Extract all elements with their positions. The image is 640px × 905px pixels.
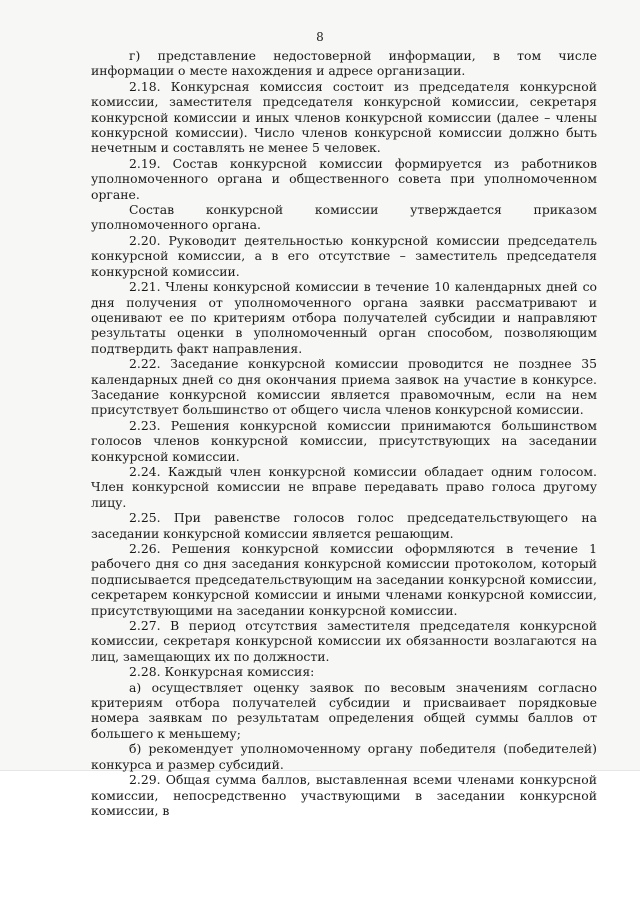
- paragraph-2-27: 2.27. В период отсутствия заместителя председателя конкурсной комиссии, секретаря конкурсной комиссии их обязанности возлагаются на лиц, замещающих их по должности.: [91, 618, 597, 664]
- paragraph-commission-approval: Состав конкурсной комиссии утверждается приказом уполномоченного органа.: [91, 202, 597, 233]
- paragraph-2-19: 2.19. Состав конкурсной комиссии формируется из работников уполномоченного органа и общественного совета при уполномоченном органе.: [91, 155, 597, 202]
- paragraph-2-20: 2.20. Руководит деятельностью конкурсной комиссии председатель конкурсной комиссии, а в его отсутствие – заместитель председателя конкурсной комиссии.: [91, 232, 597, 279]
- paragraph-2-28-b: б) рекомендует уполномоченному органу победителя (победителей) конкурса и размер субсидий.: [91, 741, 597, 772]
- paragraph-2-22: 2.22. Заседание конкурсной комиссии проводится не позднее 35 календарных дней со дня окончания приема заявок на участие в конкурсе. Заседание конкурсной комиссии является правомочным, если на нем присутствует большинство от общего числа членов конкурсной комиссии.: [91, 356, 597, 418]
- paragraph-g-misinformation: г) представление недостоверной информации, в том числе информации о месте нахождения и адресе организации.: [91, 48, 597, 79]
- paragraph-2-26: 2.26. Решения конкурсной комиссии оформляются в течение 1 рабочего дня со дня заседания конкурсной комиссии протоколом, который подписывается председательствующим на заседании конкурсной комиссии, секретарем конкурсной комиссии и иными членами конкурсной комиссии, присутствующими на заседании конкурсной комиссии.: [91, 541, 597, 618]
- paragraph-2-18: 2.18. Конкурсная комиссия состоит из председателя конкурсной комиссии, заместителя председателя конкурсной комиссии, секретаря конкурсной комиссии и иных членов конкурсной комиссии (далее – члены конкурсной комиссии). Число членов конкурсной комиссии должно быть нечетным и составлять не менее 5 человек.: [91, 78, 597, 156]
- paragraph-2-28: 2.28. Конкурсная комиссия:: [129, 664, 315, 680]
- paragraph-2-29: 2.29. Общая сумма баллов, выставленная всеми членами конкурсной комиссии, непосредственно участвующими в заседании конкурсной комиссии, в: [91, 772, 597, 818]
- paragraph-2-28-a: а) осуществляет оценку заявок по весовым значениям согласно критериям отбора получателей субсидии и присваивает порядковые номера заявкам по результатам определения общей суммы баллов от большего к меньшему;: [91, 679, 597, 741]
- page-number: 8: [316, 30, 324, 44]
- document-body: [91, 48, 597, 818]
- paragraph-2-24: 2.24. Каждый член конкурсной комиссии обладает одним голосом. Член конкурсной комиссии не вправе передавать право голоса другому лицу.: [91, 463, 597, 510]
- paragraph-2-23: 2.23. Решения конкурсной комиссии принимаются большинством голосов членов конкурсной комиссии, присутствующих на заседании конкурсной комиссии.: [91, 417, 597, 464]
- paragraph-2-25: 2.25. При равенстве голосов голос председательствующего на заседании конкурсной комиссии является решающим.: [91, 510, 597, 541]
- paragraph-2-21: 2.21. Члены конкурсной комиссии в течение 10 календарных дней со дня получения от уполномоченного органа заявки рассматривают и оценивают ее по критериям отбора получателей субсидии и направляют результаты оценки в уполномоченный орган способом, позволяющим подтвердить факт направления.: [91, 279, 597, 356]
